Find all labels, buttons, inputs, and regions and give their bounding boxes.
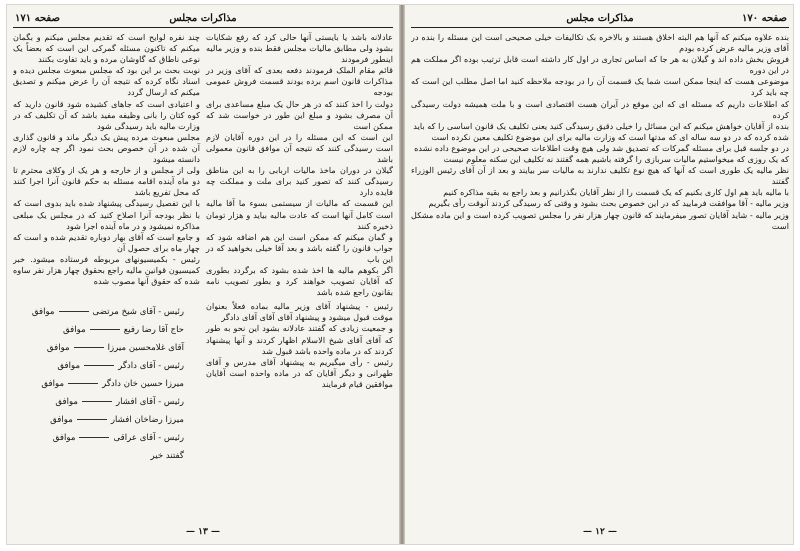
divider (77, 419, 107, 420)
left-page-right-subcolumn (206, 32, 393, 298)
paragraph: مجلس مبعوث مرده پیش یک دیگر ماند و قانون گذاری آن شده در آن خصوص بحث نمود اگر چه چاره لازم دانسته میشود (13, 131, 200, 165)
paragraph: که اطلاعات داریم که مسئله ای که این موقع در آیران هست اقتصادی است و با ملت همیشه دولت رسیدگی کرده (411, 98, 789, 120)
divider (59, 311, 89, 312)
divider (82, 401, 112, 402)
left-page-bottom-columns (13, 301, 393, 465)
paragraph: اگر بکوهم مالیه ها اخذ شده بشود که برگردد بطوری که آقایان تصویب خواهند کرد و بطور تصویب نامه بقانون راجع شده باشد (206, 264, 393, 298)
left-running-head (13, 11, 393, 28)
closing-text: گفتند خیر (150, 451, 184, 462)
left-page-left-subcolumn (13, 32, 200, 298)
right-page-number: صفحه ۱۷۰ (742, 13, 787, 24)
paragraph: رئیس - رأی میگیریم به پیشنهاد آقای مدرس و آقای طهرانی و دیگر آقایان که در ماده واحده است آقایان موافقین قیام فرمایند (206, 356, 393, 389)
vote-entry (13, 393, 200, 411)
paragraph: بنده از آقایان خواهش میکنم که این مسائل را خیلی دقیق رسیدگی کنید یعنی تکلیف یک قانون اساسی را که باید (413, 120, 789, 131)
vote-value: موافق (41, 379, 65, 390)
paragraph: وزیر مالیه - آقا موافقت فرمایید که در این خصوص بحث بشود و وقتی که رسیدگی کردند آنوقت رأی بگیریم (428, 198, 789, 209)
vote-entry (13, 339, 200, 357)
divider (84, 365, 114, 366)
paragraph: عادلانه باشد یا بایستی آنها حالی کرد که رفع شکایات بشود ولی مطابق مالیات مجلس فقط بنده و وزیر مالیه اینطور فرمودند (206, 32, 393, 65)
paragraph: نظر مالیه یک طوری است که آنها که هیچ نوع تکلیف ندارند به مالیات سر بیایند و بعد از آن آقای رئیس الوزراء گفتند (411, 165, 789, 187)
vote-value: موافق (31, 307, 55, 318)
paragraph: رئیس - پیشنهاد آقای وزیر مالیه بماده فعلاً بعنوان موقت قبول میشود و پیشنهاد آقای آقای آقای دادگر (206, 301, 393, 323)
vote-list (13, 303, 200, 465)
paragraph: وزیر مالیه - شاید آقایان تصور میفرمایند که قانون چهار هزار نفر را مجلس تصویب کرده است و این ماده مشکل است (411, 209, 789, 231)
book-spread (6, 4, 794, 545)
paragraph: و اعتیادی است که جاهای کشیده شود قانون دارید که کوه کتان را بانی وظیفه مفید باشد که آن تکلیف که در وزارت مالیه باید رسیدگی شود (13, 98, 200, 131)
vote-entry (13, 357, 200, 375)
divider (68, 383, 98, 384)
right-page-body (411, 32, 789, 232)
right-page-title: مذاکرات مجلس (566, 13, 634, 24)
vote-value: موافق (46, 343, 70, 354)
left-page-speeches (206, 301, 393, 465)
vote-entry (13, 303, 200, 321)
right-page-footer: — ۱۲ — (583, 527, 617, 537)
right-page (411, 11, 789, 539)
book-gutter (399, 5, 405, 544)
divider (90, 329, 120, 330)
paragraph: قائم مقام الملک فرمودند دفعه بعدی که آقای وزیر در مذاکرات قانون اسم برده بودند قسمت فروش عمومی بودجه (206, 65, 393, 98)
closing-line (13, 447, 200, 465)
paragraph: گیلان در دوران ماخذ مالیات اربابی را به این مناطق رسیدگی کنند که تصور کنید برای ملت و مملکت چه فایده دارد (206, 165, 393, 198)
vote-entry (13, 375, 200, 393)
left-page-top-columns (13, 32, 393, 298)
vote-value: موافق (63, 325, 86, 336)
paragraph: و جمعیت زیادی که گفتند عادلانه بشود این نحو به طور که آقای آقای شیخ الاسلام اظهار کردند و آنها پیشنهاد کردند که در ماده واحده باشد قبول شد (206, 323, 393, 356)
paragraph: شده کرده که در دو سه ساله ای که مدتها است که وزارت مالیه برای این موضوع تکلیف معین نکرده است (431, 131, 789, 142)
divider (79, 437, 109, 438)
paragraph: فروش بخش داده اند و گیلان به هر جا که اساس تجاری در اول کار داشته است قابل ترتیب بوده اگر مملکت هم در این دوره (411, 54, 789, 76)
vote-value: موافق (55, 397, 79, 408)
paragraph: که یک روزی که میخواستیم مالیات سربازی را گرفته باشیم همه گفتند نه تکلیف این سکنه معلوم نیست (443, 154, 789, 165)
vote-value: موافق (57, 361, 81, 372)
paragraph: رئیس - بکمیسیونهای مربوطه فرستاده میشود. خبر کمیسیون قوانین مالیه راجع بحقوق چهار هزار نفر ساوه شده که حقوق آنها مصوب شده (13, 253, 200, 287)
voter-name: حاج آقا رضا رفیع (123, 325, 184, 336)
vote-entry (13, 411, 200, 429)
voter-name: رئیس - آقای شیخ مرتضی (92, 307, 184, 318)
voter-name: رئیس - آقای دادگر (118, 361, 184, 372)
paragraph: موضوعی هست که اینجا ممکن است شما یک قسمت آن را در بودجه ملاحظه کنید اما اصل مطلب این است که چه باید کرد (411, 76, 789, 98)
divider (74, 347, 104, 348)
left-page-number: صفحه ۱۷۱ (15, 13, 60, 24)
paragraph: و گمان میکنم که ممکن است این هم اضافه شود که جواب قانون را گفته باشد و بعد آقا خیلی بخواهید که در این باب (206, 231, 393, 264)
paragraph: این است که این مسئله را در این دوره آقایان لازم است رسیدگی کنند که نتیجه آن موافق قانون معمولی باشد (206, 131, 393, 165)
vote-value: موافق (50, 415, 73, 426)
voter-name: میرزا حسین خان دادگر (102, 379, 184, 390)
voter-name: میرزا رضاخان افشار (110, 415, 184, 426)
paragraph: و جامع است که آقای بهار دوباره تقدیم شده و است که چهار ماه برای حصول آن (13, 231, 200, 253)
paragraph: بنده علاوه میکنم که آنها هم البته اخلاق هستند و بالاخره بک تکالیفات خیلی صحیحی است این مسئله را بنده در آقای وزیر مالیه عرض کرده بودم (411, 32, 789, 54)
vote-entry (13, 429, 200, 447)
voter-name: رئیس - آقای افشار (116, 397, 184, 408)
voter-name: رئیس - آقای عراقی (113, 433, 184, 444)
left-page (13, 11, 393, 539)
paragraph: در دو جلسه قبل برای مسئله گمرکات که تصدیق شد ولی هیچ وقت اطلاعات صحیحی در این موضوع داده نشده (414, 142, 789, 153)
paragraph: دولت را اخذ کنند که در هر حال یک مبلغ مساعدی برای آن مصرف بشود و مبلغ این طور در خواست شد که ممکن است (206, 98, 393, 131)
paragraph: ولی از مجلس و از خارجه و هر یک از وکلای محترم تا دو ماه آینده اقامه مسئله به حکم قانون آنرا اجرا کنند که محل تفریع باشد (13, 165, 200, 198)
right-running-head (411, 11, 789, 28)
left-page-body (13, 32, 393, 465)
vote-value: موافق (52, 433, 76, 444)
paragraph: با این تفصیل رسیدگی پیشنهاد شده باید بدوی است که با نظر بودجه آنرا اصلاح کنید که در مجلس یک مبلغی مذاکره نمیشود و در ماه آینده اجرا شود (13, 198, 200, 231)
voter-name: آقای غلامحسین میرزا (107, 343, 184, 354)
paragraph: این قسمت که مالیات از سیستمی بسوء ما آقا مالیه است کامل آنها است که عادت مالیه بیاید و هزار تومان ذخیره کنند (206, 198, 393, 231)
left-page-footer: — ۱۳ — (186, 527, 220, 537)
paragraph: با مالیه باید هم اول کاری بکنیم که یک قسمت را از نظر آقایان بگذرانیم و بعد راجع به بقیه مذاکره کنیم (443, 187, 789, 198)
paragraph: چند نفره لوایح است که تقدیم مجلس میکنم و بگمان میکنم که تاکنون مسئله گمرکی این است که بعضاً یک نوعی ناطاق که گاوشان مرده و باید تفاوت بکنند (13, 32, 200, 65)
vote-entry (13, 321, 200, 339)
paragraph: نوبت بحث بر این بود که مجلس مبعوث مجلس دیده و اسناد نگاه کرده که نتیجه آن را عرض میکنم و تصدیق میکنم که ارسال گردد (13, 65, 200, 98)
left-page-title: مذاکرات مجلس (169, 13, 237, 24)
